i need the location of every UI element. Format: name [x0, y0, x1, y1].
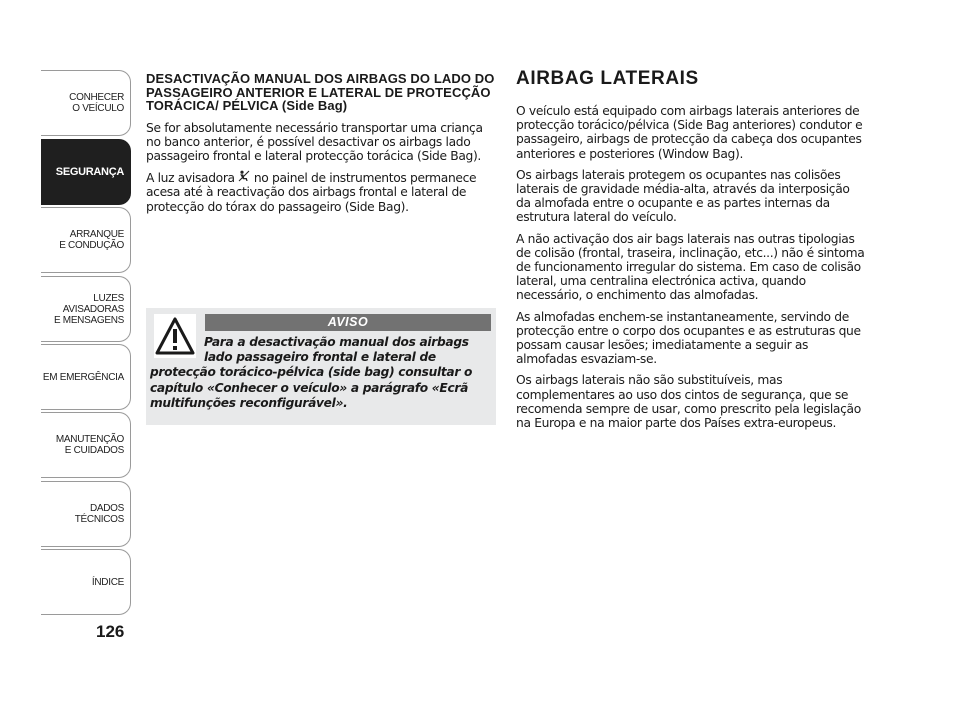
manual-deactivation-section: [146, 72, 496, 221]
tab-conhecer-o-veiculo[interactable]: CONHECER O VEÍCULO: [41, 70, 131, 136]
warning-box: [146, 308, 496, 425]
text: no painel de instrumentos permanece acesa até à reactivação dos airbags frontal e lateral de protecção do tórax do passageiro (Side Bag).: [146, 171, 477, 214]
warning-text-first-lines: Para a desactivação manual dos airbags lado passageiro frontal e lateral de: [204, 335, 469, 365]
tab-indice[interactable]: ÍNDICE: [41, 549, 131, 615]
section-heading: AIRBAG LATERAIS: [516, 68, 699, 89]
paragraph: Os airbags laterais não são substituíveis, mas complementares ao uso dos cintos de segurança, que se recomenda sempre de usar, como prescrito pela legislação na Europa e na maior parte dos Países extra-europeus.: [516, 373, 861, 431]
tab-em-emergencia[interactable]: EM EMERGÊNCIA: [41, 344, 131, 410]
paragraph-warning-light: [146, 170, 496, 214]
page-number: 126: [96, 622, 125, 641]
tab-seguranca[interactable]: SEGURANÇA: [41, 139, 131, 205]
text: A luz avisadora: [146, 171, 239, 186]
side-airbags-section: [516, 68, 866, 437]
paragraph: As almofadas enchem-se instantaneamente, servindo de protecção entre o corpo dos ocupantes e as estruturas que possam causar lesões; imediatamente a seguir as almofadas esvaziam-se.: [516, 309, 861, 367]
paragraph: O veículo está equipado com airbags laterais anteriores de protecção torácico/pélvica (Side Bag anteriores) condutor e passageiro, airbags de protecção da cabeça dos ocupantes anteriores e posteriores (Window Bag).: [516, 104, 863, 161]
paragraph: A não activação dos air bags laterais nas outras tipologias de colisão (frontal, traseira, inclinação, etc...) não é sintoma de funcionamento irregular do sistema. Em caso de colisão lateral, uma centralina electrónica activa, quando necessário, o enchimento das almofadas.: [516, 231, 865, 303]
warning-label: AVISO: [205, 314, 491, 331]
paragraph: Se for absolutamente necessário transportar uma criança no banco anterior, é possível desactivar os airbags lado passageiro frontal e lateral protecção torácica (Side Bag).: [146, 120, 483, 163]
tab-manutencao-e-cuidados[interactable]: MANUTENÇÃO E CUIDADOS: [41, 412, 131, 478]
tab-dados-tecnicos[interactable]: DADOS TÉCNICOS: [41, 481, 131, 547]
section-title: DESACTIVAÇÃO MANUAL DOS AIRBAGS DO LADO DO PASSAGEIRO ANTERIOR E LATERAL DE PROTECÇÃO TORÁCICA/ PÉLVICA (Side Bag): [146, 71, 495, 113]
tab-arranque-e-conducao[interactable]: ARRANQUE E CONDUÇÃO: [41, 207, 131, 273]
warning-text: [150, 335, 490, 411]
warning-text-rest: protecção torácico-pélvica (side bag) consultar o capítulo «Conhecer o veículo» a parágrafo «Ecrã multifunções reconfigurável».: [150, 365, 473, 410]
airbag-off-icon: [238, 171, 250, 185]
tab-luzes-avisadoras[interactable]: LUZES AVISADORAS E MENSAGENS: [41, 276, 131, 342]
paragraph: Os airbags laterais protegem os ocupantes nas colisões laterais de gravidade média-alta, através da interposição da almofada entre o ocupante e as partes internas da estrutura lateral do veículo.: [516, 167, 850, 225]
